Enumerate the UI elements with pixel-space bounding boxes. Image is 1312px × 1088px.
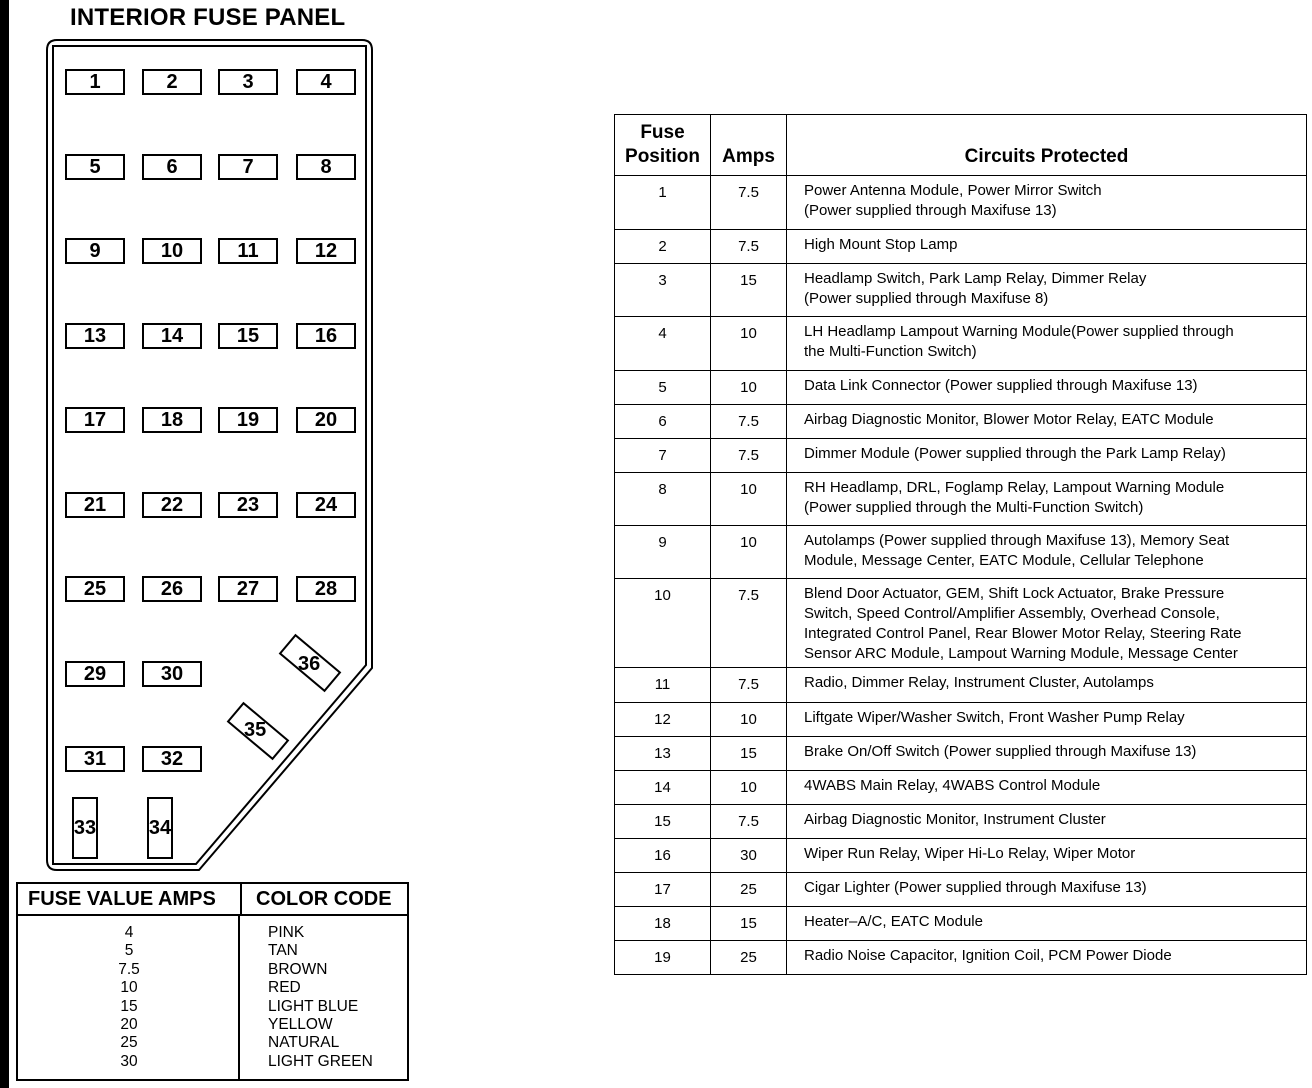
fuse-17: 17 (65, 407, 125, 433)
circuits-protected-cell: 4WABS Main Relay, 4WABS Control Module (787, 771, 1307, 805)
color-code-amps: 25 (120, 1034, 138, 1052)
fuse-28: 28 (296, 576, 356, 602)
fuse-3: 3 (218, 69, 278, 95)
fuse-31: 31 (65, 746, 125, 772)
color-code-amps: 7.5 (118, 960, 140, 978)
circuits-header-row (615, 115, 1307, 176)
fuse-position-cell: 5 (615, 371, 711, 405)
amps-cell: 7.5 (711, 579, 787, 668)
color-code-color: BROWN (268, 960, 328, 978)
fuse-24: 24 (296, 492, 356, 518)
amps-cell: 10 (711, 703, 787, 737)
amps-cell: 10 (711, 473, 787, 526)
fuse-33: 33 (72, 797, 98, 859)
circuit-row (615, 405, 1307, 439)
fuse-22: 22 (142, 492, 202, 518)
circuits-protected-cell: Power Antenna Module, Power Mirror Switch (Power supplied through Maxifuse 13) (787, 176, 1307, 230)
fuse-position-cell: 15 (615, 805, 711, 839)
amps-cell: 10 (711, 371, 787, 405)
circuit-row (615, 176, 1307, 230)
amps-cell: 15 (711, 907, 787, 941)
fuse-position-cell: 13 (615, 737, 711, 771)
color-code-amps: 20 (120, 1016, 138, 1034)
fuse-20: 20 (296, 407, 356, 433)
amps-cell: 7.5 (711, 176, 787, 230)
color-code-color: LIGHT GREEN (268, 1052, 373, 1070)
circuits-protected-cell: RH Headlamp, DRL, Foglamp Relay, Lampout Warning Module (Power supplied through the Multi-Function Switch) (787, 473, 1307, 526)
fuse-30: 30 (142, 661, 202, 687)
fuse-18: 18 (142, 407, 202, 433)
amps-cell: 7.5 (711, 805, 787, 839)
fuse-4: 4 (296, 69, 356, 95)
fuse-19: 19 (218, 407, 278, 433)
fuse-32: 32 (142, 746, 202, 772)
colors-column (268, 924, 373, 1071)
fuse-value-amps-header: FUSE VALUE AMPS (28, 888, 216, 910)
fuse-16: 16 (296, 323, 356, 349)
fuse-15: 15 (218, 323, 278, 349)
circuits-protected-cell: LH Headlamp Lampout Warning Module(Power supplied through the Multi-Function Switch) (787, 317, 1307, 371)
circuit-row (615, 771, 1307, 805)
fuse-21: 21 (65, 492, 125, 518)
circuit-row (615, 907, 1307, 941)
circuits-protected-cell: Airbag Diagnostic Monitor, Blower Motor Relay, EATC Module (787, 405, 1307, 439)
color-code-color: TAN (268, 942, 298, 960)
circuit-row (615, 526, 1307, 579)
circuits-protected-cell: Radio Noise Capacitor, Ignition Coil, PCM Power Diode (787, 941, 1307, 975)
circuit-row (615, 579, 1307, 668)
amps-cell: 25 (711, 941, 787, 975)
circuits-protected-cell: Brake On/Off Switch (Power supplied through Maxifuse 13) (787, 737, 1307, 771)
fuse-26: 26 (142, 576, 202, 602)
circuits-protected-cell: Cigar Lighter (Power supplied through Maxifuse 13) (787, 873, 1307, 907)
fuse-11: 11 (218, 238, 278, 264)
circuit-row (615, 439, 1307, 473)
fuse-position-cell: 16 (615, 839, 711, 873)
circuits-protected-cell: Blend Door Actuator, GEM, Shift Lock Actuator, Brake Pressure Switch, Speed Control/Amplifier Assembly, Overhead Console, Integrated Control Panel, Rear Blower Motor Relay, Steering Rate Sensor ARC Module, Lampout Warning Module, Message Center (787, 579, 1307, 668)
fuse-position-cell: 8 (615, 473, 711, 526)
fuse-36: 36 (298, 653, 321, 675)
fuse-6: 6 (142, 154, 202, 180)
fuse-position-cell: 1 (615, 176, 711, 230)
color-code-amps: 15 (120, 997, 138, 1015)
circuits-protected-header: Circuits Protected (787, 115, 1307, 176)
circuits-protected-cell: Heater–A/C, EATC Module (787, 907, 1307, 941)
circuits-protected-cell: Data Link Connector (Power supplied through Maxifuse 13) (787, 371, 1307, 405)
circuit-row (615, 668, 1307, 703)
circuits-protected-cell: Radio, Dimmer Relay, Instrument Cluster, Autolamps (787, 668, 1307, 703)
amps-cell: 15 (711, 737, 787, 771)
color-code-color: RED (268, 979, 301, 997)
amps-cell: 7.5 (711, 668, 787, 703)
fuse-position-cell: 17 (615, 873, 711, 907)
color-code-color: NATURAL (268, 1034, 340, 1052)
amps-cell: 7.5 (711, 439, 787, 473)
fuse-position-cell: 10 (615, 579, 711, 668)
circuit-row (615, 473, 1307, 526)
circuit-row (615, 264, 1307, 317)
circuits-table (614, 114, 1307, 975)
fuse-12: 12 (296, 238, 356, 264)
color-code-header (18, 884, 407, 916)
fuse-29: 29 (65, 661, 125, 687)
circuit-row (615, 317, 1307, 371)
fuse-panel-outline (0, 0, 420, 880)
circuits-protected-cell: Airbag Diagnostic Monitor, Instrument Cluster (787, 805, 1307, 839)
fuse-position-cell: 19 (615, 941, 711, 975)
color-code-amps: 30 (120, 1052, 138, 1070)
fuse-10: 10 (142, 238, 202, 264)
fuse-35: 35 (244, 719, 267, 741)
color-code-header-label: COLOR CODE (256, 888, 392, 910)
fuse-5: 5 (65, 154, 125, 180)
amps-cell: 30 (711, 839, 787, 873)
circuits-protected-cell: High Mount Stop Lamp (787, 230, 1307, 264)
fuse-8: 8 (296, 154, 356, 180)
color-code-color: YELLOW (268, 1016, 333, 1034)
fuse-7: 7 (218, 154, 278, 180)
fuse-13: 13 (65, 323, 125, 349)
circuit-row (615, 371, 1307, 405)
fuse-position-cell: 18 (615, 907, 711, 941)
amps-cell: 7.5 (711, 230, 787, 264)
fuse-1: 1 (65, 69, 125, 95)
header-divider (240, 884, 242, 916)
color-code-color: PINK (268, 924, 305, 941)
circuits-protected-cell: Wiper Run Relay, Wiper Hi-Lo Relay, Wiper Motor (787, 839, 1307, 873)
fuse-position-cell: 14 (615, 771, 711, 805)
fuse-position-cell: 7 (615, 439, 711, 473)
circuit-row (615, 839, 1307, 873)
circuit-row (615, 805, 1307, 839)
fuse-27: 27 (218, 576, 278, 602)
circuits-protected-cell: Dimmer Module (Power supplied through the Park Lamp Relay) (787, 439, 1307, 473)
circuit-row (615, 230, 1307, 264)
circuit-row (615, 737, 1307, 771)
fuse-position-cell: 2 (615, 230, 711, 264)
fuse-position-cell: 4 (615, 317, 711, 371)
fuse-position-cell: 3 (615, 264, 711, 317)
amps-cell: 10 (711, 317, 787, 371)
circuit-row (615, 703, 1307, 737)
fuse-34: 34 (147, 797, 173, 859)
fuse-position-header: Fuse Position (615, 115, 711, 176)
fuse-position-cell: 12 (615, 703, 711, 737)
fuse-position-cell: 9 (615, 526, 711, 579)
color-code-column-divider (238, 914, 240, 1081)
color-code-color: LIGHT BLUE (268, 997, 359, 1015)
color-code-table (16, 882, 409, 1081)
circuit-row (615, 941, 1307, 975)
color-code-amps: 4 (124, 924, 134, 941)
fuse-14: 14 (142, 323, 202, 349)
fuse-2: 2 (142, 69, 202, 95)
fuse-position-cell: 6 (615, 405, 711, 439)
circuits-protected-cell: Autolamps (Power supplied through Maxifuse 13), Memory Seat Module, Message Center, EATC Module, Cellular Telephone (787, 526, 1307, 579)
fuse-25: 25 (65, 576, 125, 602)
circuits-protected-cell: Headlamp Switch, Park Lamp Relay, Dimmer Relay (Power supplied through Maxifuse 8) (787, 264, 1307, 317)
circuit-row (615, 873, 1307, 907)
fuse-9: 9 (65, 238, 125, 264)
circuits-protected-cell: Liftgate Wiper/Washer Switch, Front Washer Pump Relay (787, 703, 1307, 737)
color-code-amps: 10 (120, 979, 138, 997)
amps-header: Amps (711, 115, 787, 176)
fuse-position-cell: 11 (615, 668, 711, 703)
amps-cell: 7.5 (711, 405, 787, 439)
color-code-amps: 5 (124, 942, 134, 960)
fuse-23: 23 (218, 492, 278, 518)
amps-cell: 10 (711, 526, 787, 579)
amps-cell: 25 (711, 873, 787, 907)
amps-column (88, 924, 170, 1071)
amps-cell: 15 (711, 264, 787, 317)
amps-cell: 10 (711, 771, 787, 805)
panel-title: INTERIOR FUSE PANEL (70, 4, 346, 31)
